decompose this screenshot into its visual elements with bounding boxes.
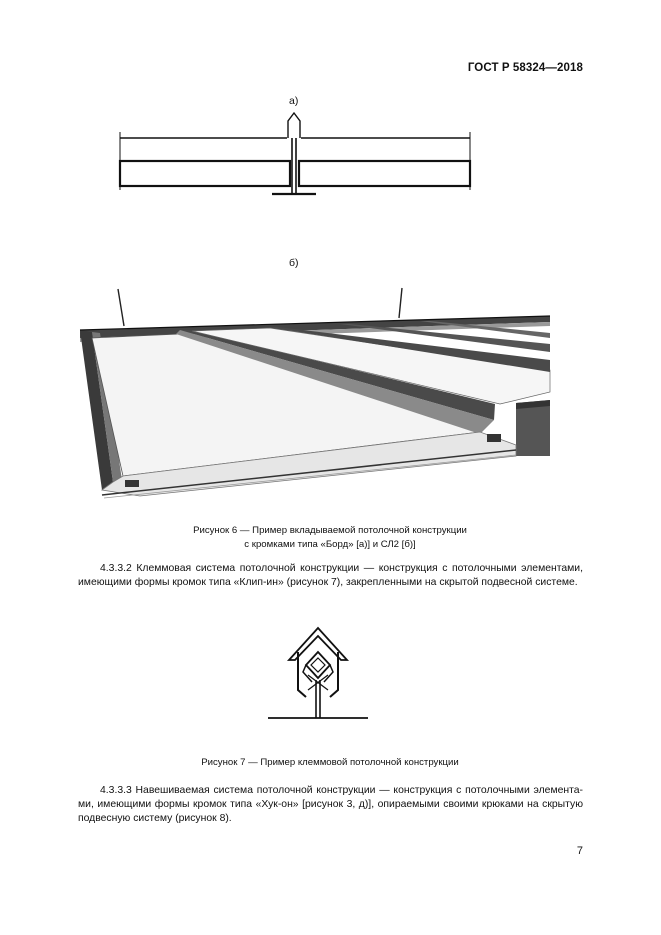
page-number: 7: [576, 845, 583, 857]
paragraph-4-3-3-3: [78, 784, 583, 827]
figure6-label-b: б): [289, 257, 299, 269]
figure6-label-a: а): [289, 95, 299, 107]
paragraph-4-3-3-2-text: 4.3.3.2 Клеммовая система потолочной конструкции — конструкция с потолочными элементами, имеющими формы кромок типа «Клип-ин» (рисунок 7), закрепленными на скрытой подвесной системе.: [78, 563, 583, 589]
paragraph-4-3-3-3-text: 4.3.3.3 Навешиваемая система потолочной конструкции — конструкция с потолочными элемента-ми, имеющими формы кромок типа «Хук-он» [рисунок 3, д)], опираемыми своими крюками на скрытую подвесную систему (рисунок 8).: [78, 785, 583, 825]
document-standard-id: ГОСТ Р 58324—2018: [467, 62, 583, 74]
figure6-caption-line2: с кромками типа «Борд» [а)] и СЛ2 [б)]: [244, 538, 416, 550]
figure6-caption-line1: Рисунок 6 — Пример вкладываемой потолочной конструкции: [193, 525, 467, 536]
figure7-caption: Рисунок 7 — Пример клеммовой потолочной конструкции: [201, 757, 459, 768]
